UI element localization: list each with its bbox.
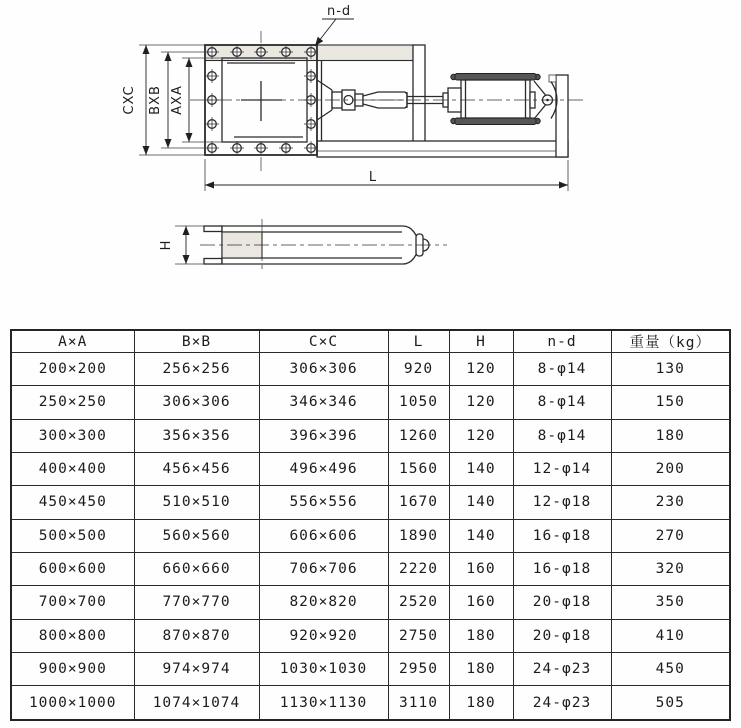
table-row: [11, 419, 730, 452]
column-header: C×C: [259, 330, 388, 353]
table-cell: 306×306: [134, 386, 259, 419]
table-cell: 180: [449, 652, 513, 685]
table-cell: 16-φ18: [513, 552, 611, 585]
table-cell: 496×496: [259, 452, 388, 485]
column-header: H: [449, 330, 513, 353]
table-cell: 2750: [388, 619, 449, 652]
table-cell: 140: [449, 452, 513, 485]
table-cell: 920: [388, 353, 449, 386]
label-cxc: CXC: [122, 85, 137, 115]
table-row: [11, 519, 730, 552]
table-cell: 346×346: [259, 386, 388, 419]
main-view: [122, 4, 584, 191]
table-cell: 180: [611, 419, 730, 452]
table-cell: 2220: [388, 552, 449, 585]
column-header: L: [388, 330, 449, 353]
table-cell: 1130×1130: [259, 686, 388, 720]
table-cell: 700×700: [11, 586, 134, 619]
table-cell: 505: [611, 686, 730, 720]
table-cell: 20-φ18: [513, 586, 611, 619]
column-header: A×A: [11, 330, 134, 353]
label-axa: AXA: [170, 85, 185, 115]
dimension-table-wrap: [10, 329, 729, 721]
table-cell: 3110: [388, 686, 449, 720]
table-cell: 356×356: [134, 419, 259, 452]
table-cell: 456×456: [134, 452, 259, 485]
dim-h: [159, 226, 204, 264]
label-h: H: [159, 239, 174, 251]
table-cell: 180: [449, 619, 513, 652]
table-row: [11, 452, 730, 485]
table-cell: 306×306: [259, 353, 388, 386]
table-cell: 16-φ18: [513, 519, 611, 552]
table-cell: 120: [449, 419, 513, 452]
table-row: [11, 652, 730, 685]
table-cell: 920×920: [259, 619, 388, 652]
table-cell: 270: [611, 519, 730, 552]
table-cell: 600×600: [11, 552, 134, 585]
table-cell: 230: [611, 486, 730, 519]
table-cell: 556×556: [259, 486, 388, 519]
table-cell: 350: [611, 586, 730, 619]
table-cell: 900×900: [11, 652, 134, 685]
table-cell: 820×820: [259, 586, 388, 619]
label-n-d: n-d: [327, 4, 352, 19]
table-cell: 1670: [388, 486, 449, 519]
table-cell: 396×396: [259, 419, 388, 452]
table-cell: 450×450: [11, 486, 134, 519]
table-cell: 770×770: [134, 586, 259, 619]
leader-line: [315, 19, 336, 46]
dimension-table: [10, 329, 731, 721]
table-row: [11, 686, 730, 720]
dim-l: [205, 159, 568, 191]
table-body: [11, 353, 730, 721]
table-cell: 800×800: [11, 619, 134, 652]
table-cell: 450: [611, 652, 730, 685]
table-cell: 1074×1074: [134, 686, 259, 720]
table-cell: 1890: [388, 519, 449, 552]
table-cell: 150: [611, 386, 730, 419]
table-row: [11, 386, 730, 419]
table-cell: 24-φ23: [513, 686, 611, 720]
table-cell: 8-φ14: [513, 353, 611, 386]
table-cell: 560×560: [134, 519, 259, 552]
table-cell: 1260: [388, 419, 449, 452]
column-header: B×B: [134, 330, 259, 353]
table-cell: 400×400: [11, 452, 134, 485]
table-cell: 706×706: [259, 552, 388, 585]
table-cell: 200: [611, 452, 730, 485]
table-row: [11, 353, 730, 386]
table-cell: 410: [611, 619, 730, 652]
table-cell: 8-φ14: [513, 419, 611, 452]
header-row: [11, 330, 730, 353]
table-cell: 8-φ14: [513, 386, 611, 419]
column-header: 重量（kg）: [611, 330, 730, 353]
table-cell: 660×660: [134, 552, 259, 585]
table-cell: 200×200: [11, 353, 134, 386]
table-row: [11, 586, 730, 619]
valve-technical-drawing: [0, 0, 741, 325]
table-row: [11, 486, 730, 519]
hole-callout: [315, 4, 354, 46]
table-cell: 510×510: [134, 486, 259, 519]
table-cell: 180: [449, 686, 513, 720]
table-cell: 606×606: [259, 519, 388, 552]
actuator-cylinder: [443, 74, 540, 125]
table-cell: 1030×1030: [259, 652, 388, 685]
table-cell: 250×250: [11, 386, 134, 419]
table-cell: 12-φ14: [513, 452, 611, 485]
side-view: [159, 219, 447, 271]
label-bxb: BXB: [148, 85, 163, 115]
table-cell: 12-φ18: [513, 486, 611, 519]
table-cell: 140: [449, 519, 513, 552]
table-cell: 24-φ23: [513, 652, 611, 685]
table-row: [11, 619, 730, 652]
column-header: n-d: [513, 330, 611, 353]
table-cell: 1050: [388, 386, 449, 419]
table-cell: 2950: [388, 652, 449, 685]
table-cell: 120: [449, 386, 513, 419]
table-cell: 300×300: [11, 419, 134, 452]
table-cell: 2520: [388, 586, 449, 619]
table-cell: 256×256: [134, 353, 259, 386]
table-cell: 1560: [388, 452, 449, 485]
table-cell: 160: [449, 552, 513, 585]
table-cell: 120: [449, 353, 513, 386]
table-cell: 1000×1000: [11, 686, 134, 720]
table-cell: 20-φ18: [513, 619, 611, 652]
table-cell: 500×500: [11, 519, 134, 552]
table-cell: 320: [611, 552, 730, 585]
table-cell: 140: [449, 486, 513, 519]
table-row: [11, 552, 730, 585]
table-cell: 974×974: [134, 652, 259, 685]
label-l: L: [368, 170, 378, 185]
table-cell: 160: [449, 586, 513, 619]
table-cell: 130: [611, 353, 730, 386]
table-cell: 870×870: [134, 619, 259, 652]
